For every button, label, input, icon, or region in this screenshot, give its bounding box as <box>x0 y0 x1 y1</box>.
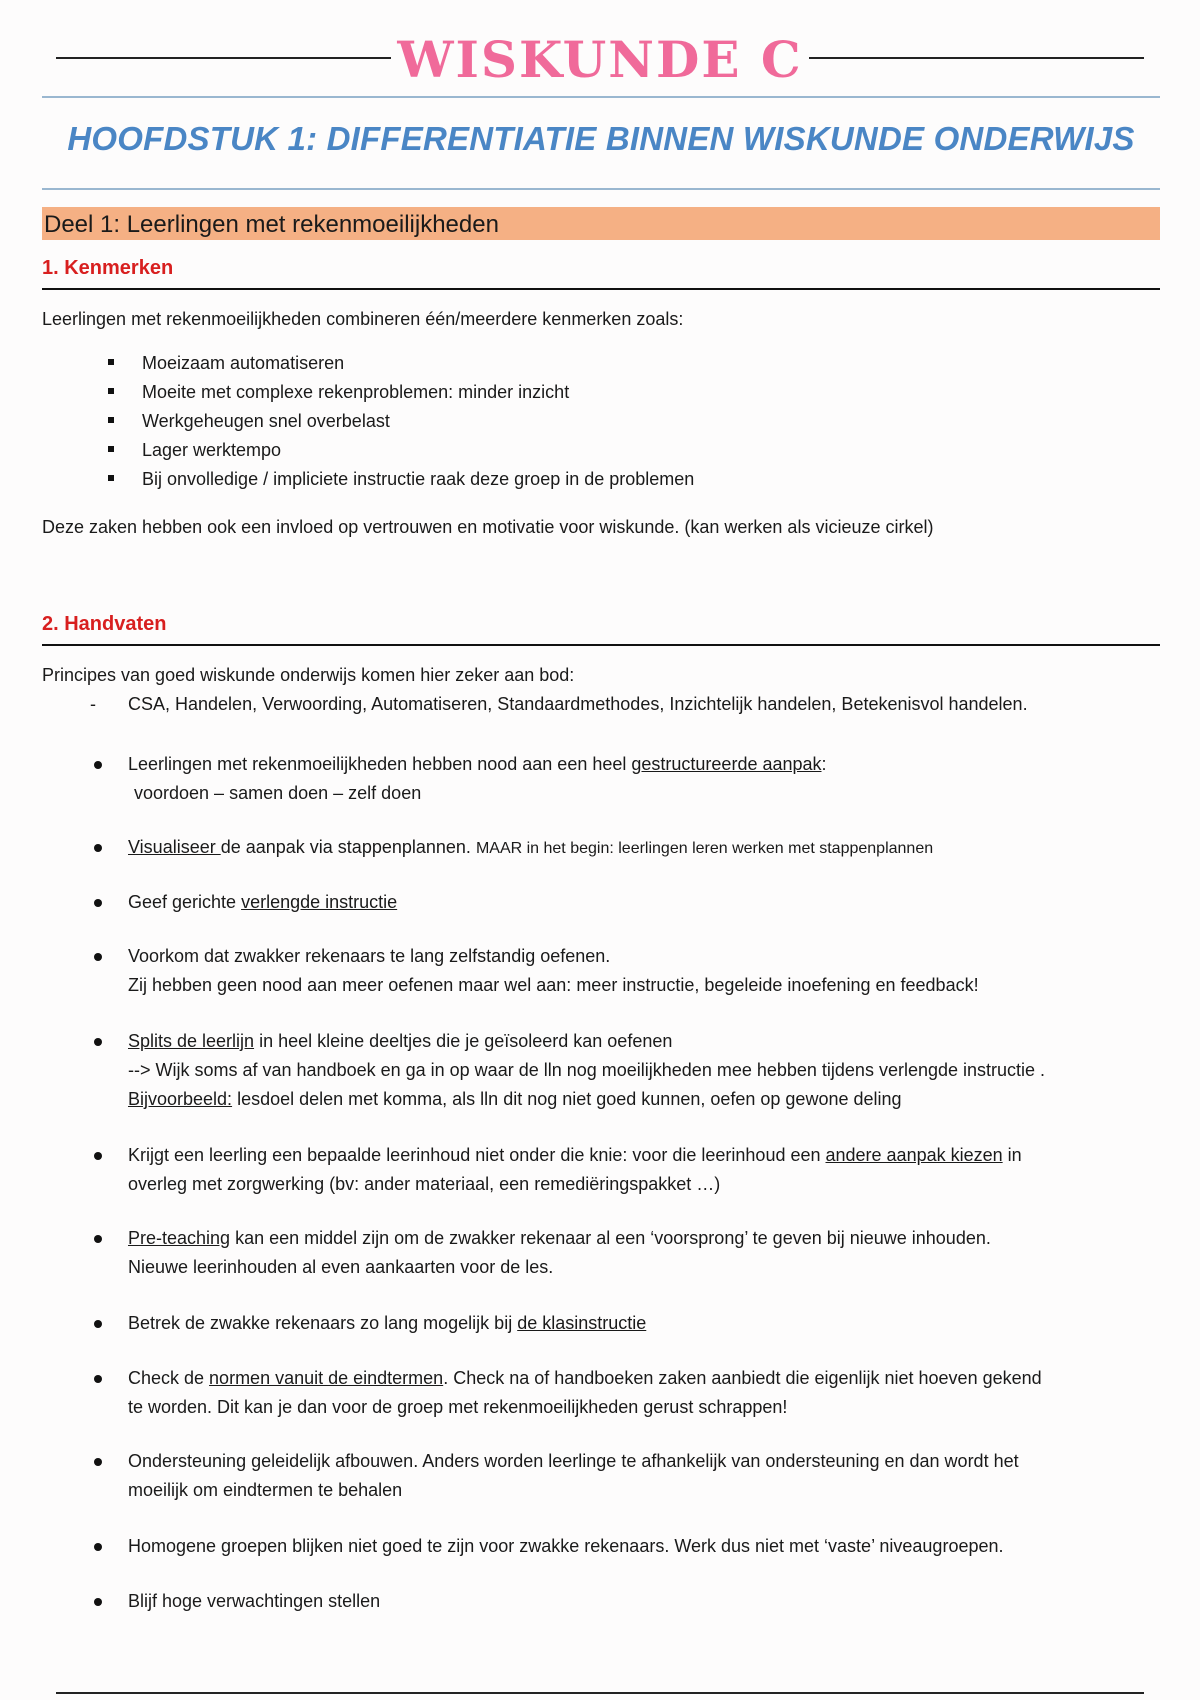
bullet-dot <box>94 1320 102 1328</box>
list-item: Bij onvolledige / impliciete instructie raak deze groep in de problemen <box>100 465 694 494</box>
footer-rule <box>56 1692 1144 1694</box>
b1-text: Leerlingen met rekenmoeilijkheden hebben nood aan een heel <box>128 754 632 774</box>
bullet-dot <box>94 1235 102 1243</box>
principles-text: CSA, Handelen, Verwoording, Automatiseren, Standaardmethodes, Inzichtelijk handelen, Betekenisvol handelen. <box>128 694 1028 714</box>
handvaten-heading <box>42 606 1160 646</box>
kenmerken-outro: Deze zaken hebben ook een invloed op vertrouwen en motivatie voor wiskunde. (kan werken als vicieuze cirkel) <box>42 517 934 537</box>
chapter-title: HOOFDSTUK 1: DIFFERENTIATIE BINNEN WISKUNDE ONDERWIJS <box>67 120 1135 157</box>
b8-text: Betrek de zwakke rekenaars zo lang mogelijk bij <box>128 1313 518 1333</box>
b1-line2: voordoen – samen doen – zelf doen <box>134 783 422 803</box>
b6-text: Krijgt een leerling een bepaalde leerinhoud niet onder die knie: voor die leerinhoud een <box>128 1145 826 1165</box>
document-title-text: WISKUNDE C <box>391 30 808 89</box>
bullet-dot <box>94 899 102 907</box>
b3-underlined: verlengde instructie <box>241 892 398 912</box>
section-band <box>42 207 1160 240</box>
b4-line2: Zij hebben geen nood aan meer oefenen maar wel aan: meer instructie, begeleide inoefening en feedback! <box>128 975 979 995</box>
b8-underlined: de klasinstructie <box>517 1313 647 1333</box>
b5-text: in heel kleine deeltjes die je geïsoleerd kan oefenen <box>254 1031 673 1051</box>
b3-text: Geef gerichte <box>128 892 242 912</box>
kenmerken-heading-label: 1. Kenmerken <box>42 257 174 279</box>
b5-underlined: Splits de leerlijn <box>128 1031 255 1051</box>
b10-line1: Ondersteuning geleidelijk afbouwen. Anders worden leerlinge te afhankelijk van ondersteuning en dan wordt het <box>128 1451 1019 1471</box>
b9-line2: te worden. Dit kan je dan voor de groep met rekenmoeilijkheden gerust schrappen! <box>128 1397 788 1417</box>
list-item: Moeizaam automatiseren <box>100 349 694 378</box>
b2-small: MAAR in het begin: leerlingen leren werken met stappenplannen <box>475 840 934 857</box>
title-block <box>56 30 1144 90</box>
bullet-dot <box>94 1598 102 1606</box>
bullet-dot <box>94 1375 102 1383</box>
bullet-dot <box>94 1038 102 1046</box>
b2-underlined: Visualiseer <box>128 837 221 857</box>
b1-underlined: gestructureerde aanpak <box>631 754 822 774</box>
b4-line1: Voorkom dat zwakker rekenaars te lang zelfstandig oefenen. <box>128 946 611 966</box>
b10-line2: moeilijk om eindtermen te behalen <box>128 1480 403 1500</box>
kenmerken-heading <box>42 250 1160 290</box>
kenmerken-intro: Leerlingen met rekenmoeilijkheden combineren één/meerdere kenmerken zoals: <box>42 309 684 329</box>
list-item: Moeite met complexe rekenproblemen: minder inzicht <box>100 378 694 407</box>
b6-underlined: andere aanpak kiezen <box>825 1145 1003 1165</box>
b12-line1: Blijf hoge verwachtingen stellen <box>128 1591 381 1611</box>
b5-line2: --> Wijk soms af van handboek en ga in op waar de lln nog moeilijkheden mee hebben tijdens verlengde instructie . <box>128 1060 1046 1080</box>
list-item: Lager werktempo <box>100 436 694 465</box>
bullet-dot <box>94 953 102 961</box>
b5-example-label: Bijvoorbeeld: <box>128 1089 233 1109</box>
b7-text: kan een middel zijn om de zwakker rekenaar al een ‘voorsprong’ te geven bij nieuwe inhouden. <box>230 1228 991 1248</box>
kenmerken-list <box>100 349 694 494</box>
handvaten-heading-label: 2. Handvaten <box>42 613 167 635</box>
bullet-dot <box>94 1543 102 1551</box>
handvaten-intro: Principes van goed wiskunde onderwijs komen hier zeker aan bod: <box>42 665 575 685</box>
b9-text: Check de <box>128 1368 210 1388</box>
list-item: Werkgeheugen snel overbelast <box>100 407 694 436</box>
b2-text: de aanpak via stappenplannen. <box>220 837 476 857</box>
b11-line1: Homogene groepen blijken niet goed te zijn voor zwakke rekenaars. Werk dus niet met ‘vaste’ niveaugroepen. <box>128 1536 1004 1556</box>
bullet-dot <box>94 1458 102 1466</box>
b9-underlined: normen vanuit de eindtermen <box>209 1368 444 1388</box>
document-title <box>56 30 1144 90</box>
b1-post: : <box>821 754 827 774</box>
b6-line2: overleg met zorgwerking (bv: ander materiaal, een remediëringspakket …) <box>128 1174 721 1194</box>
section-title: Deel 1: Leerlingen met rekenmoeilijkheden <box>44 211 499 238</box>
bullet-dot <box>94 761 102 769</box>
bullet-dot <box>94 844 102 852</box>
b7-line2: Nieuwe leerinhouden al even aankaarten voor de les. <box>128 1257 554 1277</box>
b6-post: in <box>1002 1145 1022 1165</box>
b5-line3: lesdoel delen met komma, als lln dit nog niet goed kunnen, oefen op gewone deling <box>232 1089 902 1109</box>
b9-post: . Check na of handboeken zaken aanbiedt die eigenlijk niet hoeven gekend <box>443 1368 1042 1388</box>
b7-underlined: Pre-teaching <box>128 1228 231 1248</box>
bullet-dot <box>94 1152 102 1160</box>
dash-marker: - <box>90 694 96 714</box>
chapter-heading-box <box>42 96 1160 190</box>
